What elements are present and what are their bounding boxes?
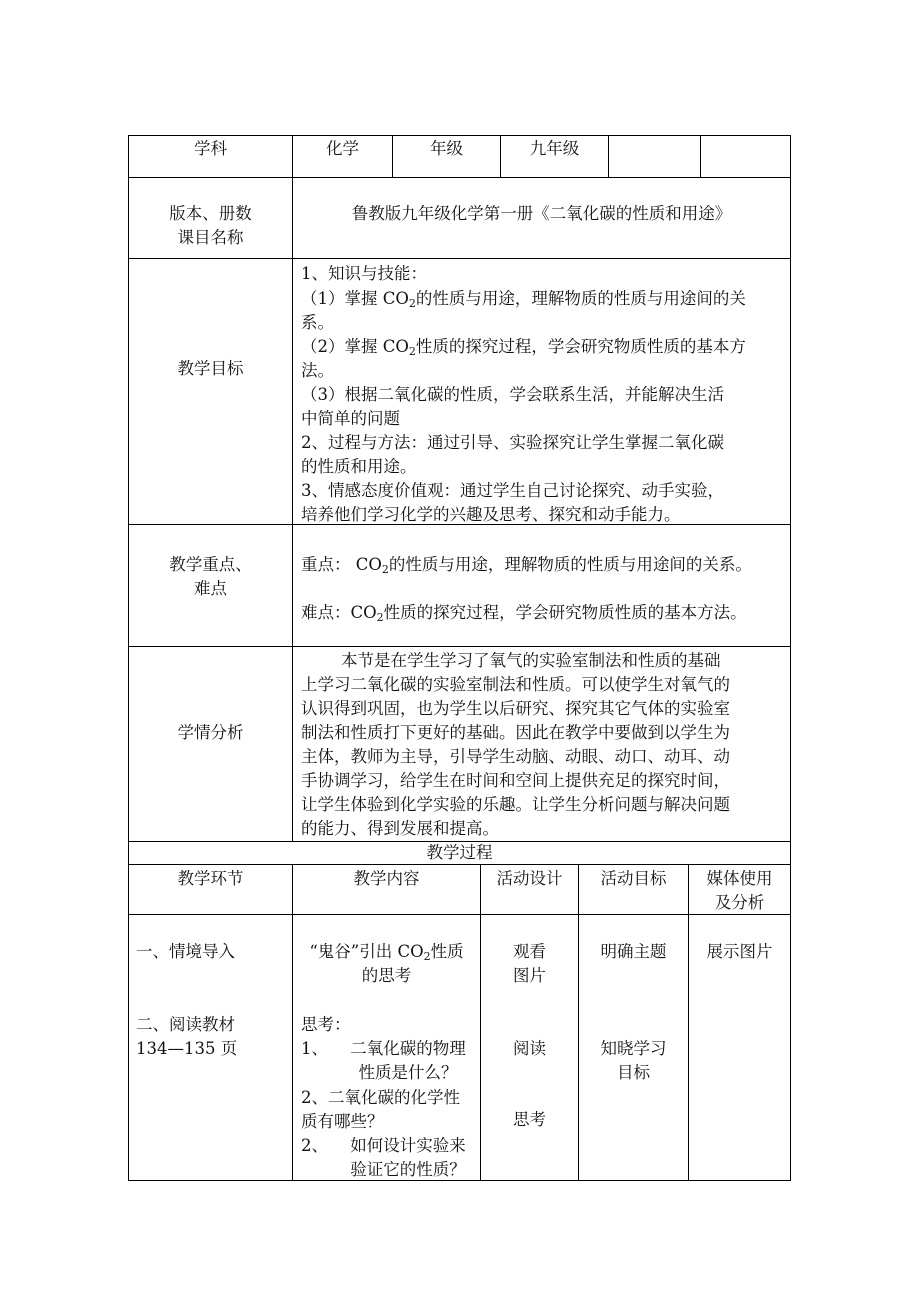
col-header-media: 媒体使用 <box>706 869 773 888</box>
step2-stage-2: 134—135 页 <box>136 1039 238 1058</box>
row-divider <box>128 177 791 178</box>
edition-label: 版本、册数 <box>169 204 252 223</box>
col-divider <box>292 864 293 1181</box>
grade-label: 年级 <box>430 139 463 158</box>
step2-q1-num: 1、 <box>301 1039 328 1058</box>
col-header-content: 教学内容 <box>353 869 420 888</box>
step2-q3-2: 验证它的性质？ <box>350 1160 466 1179</box>
step1-content: “鬼谷”引出 $CO_2$性质 <box>309 942 464 963</box>
row-divider <box>128 258 791 259</box>
analysis-label: 学情分析 <box>177 723 244 742</box>
step2-q2-2: 质有哪些？ <box>301 1112 384 1131</box>
table-border-left <box>128 135 129 1181</box>
step1-stage: 一、情境导入 <box>136 942 235 961</box>
col-divider <box>480 864 481 1181</box>
step2-think: 思考： <box>301 1015 351 1034</box>
step2-q2: 2、二氧化碳的化学性 <box>301 1088 460 1107</box>
keypoints-label: 教学重点、 <box>169 555 252 574</box>
step2-goal-2: 目标 <box>617 1063 650 1082</box>
step1-activity-2: 图片 <box>513 966 546 985</box>
key-point-text: 重点： $CO_2$的性质与用途，理解物质的性质与用途间的关系。 <box>301 555 752 576</box>
col-divider <box>292 135 293 842</box>
col-header-goal: 活动目标 <box>600 869 667 888</box>
step2-activity-think: 思考 <box>513 1110 546 1129</box>
step2-q3: 如何设计实验来 <box>350 1136 466 1155</box>
edition-value: 鲁教版九年级化学第一册《二氧化碳的性质和用途》 <box>351 204 732 223</box>
table-border-right <box>790 135 791 1181</box>
table-border-top <box>128 135 791 136</box>
col-header-activity: 活动设计 <box>496 869 563 888</box>
col-divider <box>608 135 609 178</box>
col-header-media-2: 及分析 <box>714 893 765 912</box>
step1-goal: 明确主题 <box>600 942 667 961</box>
step2-q1: 二氧化碳的物理 <box>350 1039 466 1058</box>
keypoints-label-2: 难点 <box>194 579 227 598</box>
row-divider <box>128 646 791 647</box>
col-divider <box>578 864 579 1181</box>
col-divider <box>700 135 701 178</box>
step2-q1-2: 性质是什么？ <box>358 1063 458 1082</box>
step1-content-2: 的思考 <box>361 966 412 985</box>
process-title: 教学过程 <box>426 843 493 862</box>
objectives-label: 教学目标 <box>177 359 244 378</box>
step1-activity: 观看 <box>513 942 546 961</box>
step2-q3-num: 2、 <box>301 1136 328 1155</box>
subject-value: 化学 <box>326 139 359 158</box>
edition-label-2: 课目名称 <box>177 228 244 247</box>
step1-media: 展示图片 <box>706 942 773 961</box>
col-header-stage: 教学环节 <box>177 869 244 888</box>
difficult-point-text: 难点：$CO_2$性质的探究过程，学会研究物质性质的基本方法。 <box>301 603 747 624</box>
step2-stage: 二、阅读教材 <box>136 1015 235 1034</box>
step2-goal: 知晓学习 <box>600 1039 667 1058</box>
subject-label: 学科 <box>194 139 227 158</box>
step2-activity-read: 阅读 <box>513 1039 546 1058</box>
grade-value: 九年级 <box>529 139 580 158</box>
